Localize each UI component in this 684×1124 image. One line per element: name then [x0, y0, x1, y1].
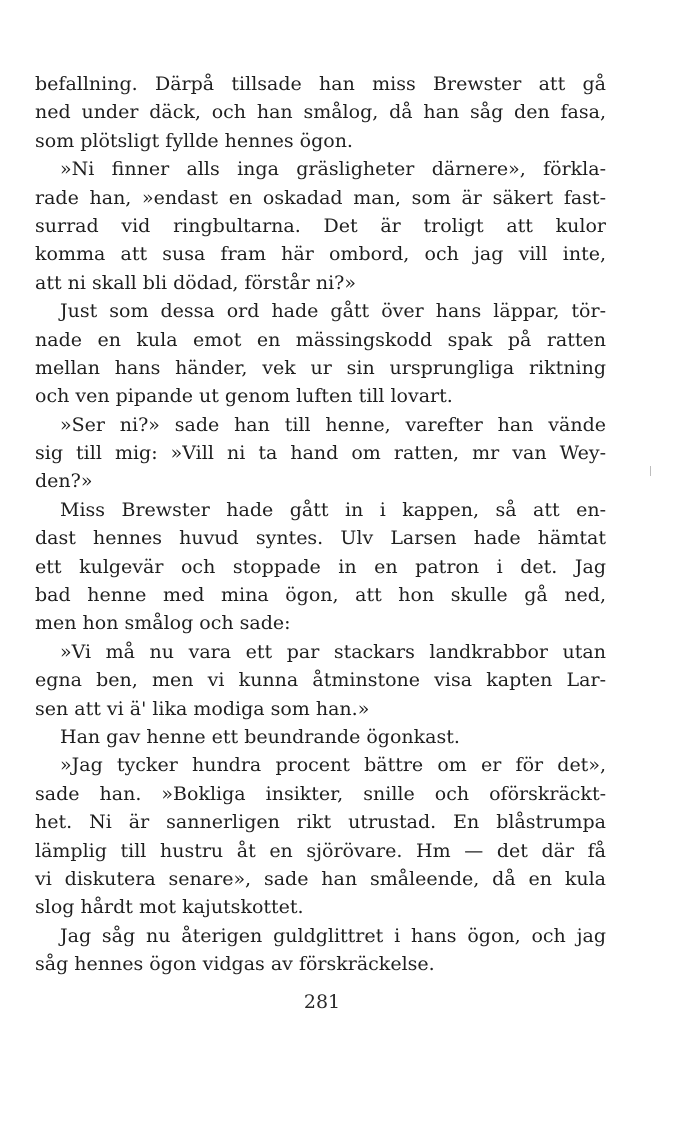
text-line: ett kulgevär och stoppade in en patron i det. Jag: [35, 555, 606, 578]
text-line: egna ben, men vi kunna åtminstone visa kapten Lar-: [35, 669, 606, 692]
text-line: befallning. Därpå tillsade han miss Brewster att gå: [35, 73, 606, 95]
text-line: rade han, »endast en oskadad man, som är säkert fast-: [35, 186, 606, 209]
text-line: »Ser ni?» sade han till henne, varefter han vände: [60, 413, 606, 436]
text-line: som plötsligt fyllde hennes ögon.: [35, 129, 353, 152]
text-line: vi diskutera senare», sade han småleende, då en kula: [35, 867, 606, 890]
text-line: surrad vid ringbultarna. Det är troligt att kulor: [35, 214, 606, 237]
text-line: »Jag tycker hundra procent bättre om er för det»,: [60, 754, 606, 777]
text-line: lämplig till hustru åt en sjörövare. Hm — det där få: [35, 839, 606, 862]
text-line: men hon smålog och sade:: [35, 612, 291, 635]
text-line: »Ni finner alls inga gräsligheter därnere», förkla-: [60, 158, 606, 181]
text-line: Just som dessa ord hade gått över hans läppar, tör-: [60, 300, 606, 323]
text-line: sade han. »Bokliga insikter, snille och oförskräckt-: [35, 782, 606, 805]
page-text: [35, 70, 606, 979]
text-line: sen att vi ä' lika modiga som han.»: [35, 697, 370, 720]
text-line: komma att susa fram här ombord, och jag vill inte,: [35, 243, 606, 266]
page-number: 281: [303, 991, 341, 1013]
text-line: »Vi må nu vara ett par stackars landkrabbor utan: [60, 640, 606, 663]
text-line: dast hennes huvud syntes. Ulv Larsen hade hämtat: [35, 527, 606, 550]
text-line: att ni skall bli dödad, förstår ni?»: [35, 271, 356, 294]
text-line: såg hennes ögon vidgas av förskräckelse.: [35, 953, 435, 976]
text-line: och ven pipande ut genom luften till lovart.: [35, 385, 453, 408]
margin-mark: [650, 466, 651, 476]
text-line: het. Ni är sannerligen rikt utrustad. En blåstrumpa: [35, 811, 606, 834]
text-line: Han gav henne ett beundrande ögonkast.: [60, 725, 460, 748]
text-line: ned under däck, och han smålog, då han såg den fasa,: [35, 101, 606, 124]
text-line: Miss Brewster hade gått in i kappen, så att en-: [60, 498, 606, 521]
text-line: sig till mig: »Vill ni ta hand om ratten, mr van Wey-: [35, 442, 606, 465]
text-line: slog hårdt mot kajutskottet.: [35, 896, 304, 919]
text-line: den?»: [35, 470, 93, 493]
text-line: mellan hans händer, vek ur sin ursprungliga riktning: [35, 356, 606, 379]
text-line: nade en kula emot en mässingskodd spak på ratten: [35, 328, 606, 351]
text-line: Jag såg nu återigen guldglittret i hans ögon, och jag: [60, 924, 606, 947]
text-line: bad henne med mina ögon, att hon skulle gå ned,: [35, 584, 606, 607]
